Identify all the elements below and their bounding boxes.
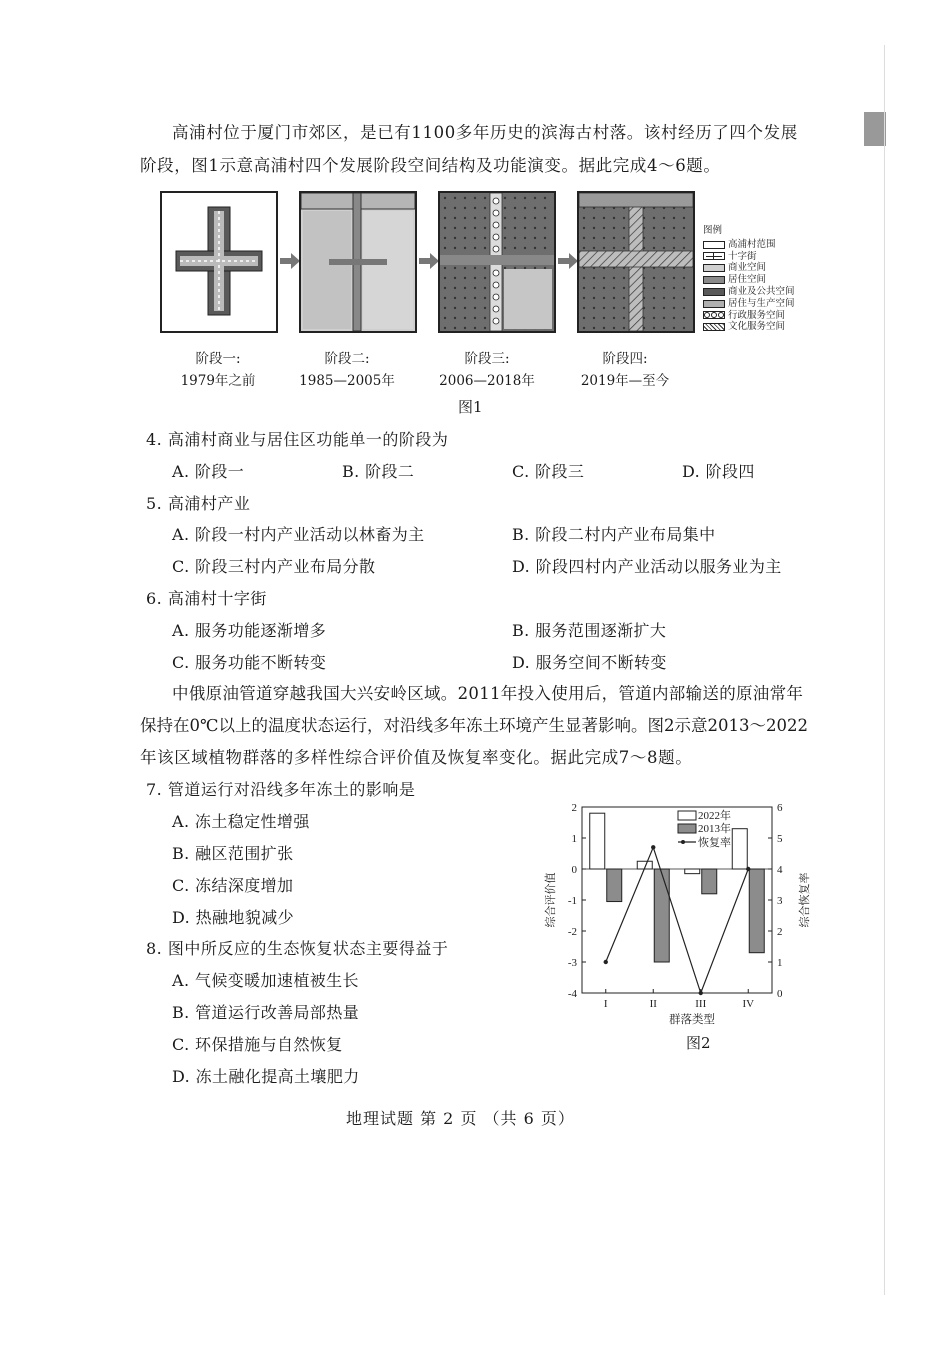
figure2-chart (540, 795, 830, 1035)
q4-option-a: A. 阶段一 (172, 462, 245, 481)
y-right-tick-label: 4 (777, 864, 783, 876)
stage2-panel (299, 191, 417, 333)
legend-swatch (703, 276, 725, 284)
figure1-caption: 图1 (458, 398, 483, 416)
y-tick-label: 1 (571, 833, 577, 845)
q7-stem: 7. 管道运行对沿线多年冻土的影响是 (146, 780, 416, 799)
bar-2013 (749, 869, 764, 953)
legend-swatch-2022 (678, 811, 696, 820)
y-right-tick-label: 0 (777, 988, 783, 1000)
bar-2013 (607, 869, 622, 902)
x-tick-label: IV (742, 998, 755, 1010)
q4-option-c: C. 阶段三 (512, 462, 585, 481)
legend-swatch (703, 300, 725, 308)
arrow-3-icon (558, 253, 578, 269)
q4-option-b: B. 阶段二 (342, 462, 415, 481)
figure1-legend (703, 225, 795, 333)
legend-item: 高浦村范围 (703, 239, 795, 251)
recovery-point (699, 991, 703, 995)
stage4-label: 阶段四: 2019年—至今 (580, 351, 670, 389)
bar-2022 (732, 829, 747, 869)
recovery-point (651, 845, 655, 849)
stage4-map (579, 193, 693, 331)
figure2-caption: 图2 (686, 1034, 711, 1052)
y-tick-label: 0 (571, 864, 577, 876)
q6-option-c: C. 服务功能不断转变 (172, 653, 327, 672)
stage1-label: 阶段一: 1979年之前 (180, 351, 256, 389)
legend-title: 图例 (703, 225, 723, 236)
page-edge-tab (864, 112, 886, 146)
arrow-1-icon (280, 253, 300, 269)
q5-option-b: B. 阶段二村内产业布局集中 (512, 525, 716, 544)
legend-item: 文化服务空间 (703, 321, 795, 333)
legend-item: 十字街 (703, 251, 795, 263)
q6-option-b: B. 服务范围逐渐扩大 (512, 621, 667, 640)
stage1-map (162, 193, 276, 331)
y-right-tick-label: 3 (777, 895, 783, 907)
q6-stem: 6. 高浦村十字街 (146, 589, 267, 608)
legend-item: 行政服务空间 (703, 310, 795, 322)
q5-stem: 5. 高浦村产业 (146, 494, 251, 513)
y-right-tick-label: 6 (777, 802, 783, 814)
x-tick-label: I (603, 998, 608, 1010)
legend-label-2022: 2022年 (698, 810, 731, 822)
bar-2022 (685, 869, 700, 874)
stage2-label: 阶段二: 1985—2005年 (299, 351, 395, 389)
q8-option-c: C. 环保措施与自然恢复 (172, 1035, 343, 1054)
y-tick-label: -1 (567, 895, 577, 907)
x-axis-label: 群落类型 (669, 1014, 715, 1026)
q6-option-a: A. 服务功能逐渐增多 (172, 621, 327, 640)
legend-swatch (703, 311, 725, 319)
y-tick-label: -4 (567, 988, 577, 1000)
stage3-map (440, 193, 554, 331)
legend-item: 商业空间 (703, 262, 795, 274)
q8-stem: 8. 图中所反应的生态恢复状态主要得益于 (146, 939, 449, 958)
q5-option-c: C. 阶段三村内产业布局分散 (172, 557, 376, 576)
legend-item: 居住与生产空间 (703, 298, 795, 310)
stage1-panel (160, 191, 278, 333)
legend-item: 居住空间 (703, 274, 795, 286)
legend-swatch (703, 264, 725, 272)
bar-2022 (590, 813, 605, 869)
scan-edge-line (884, 45, 885, 1295)
intro2-line1: 中俄原油管道穿越我国大兴安岭区域。2011年投入使用后，管道内部输送的原油常年 (172, 684, 804, 703)
intro1-line2: 阶段，图1示意高浦村四个发展阶段空间结构及功能演变。据此完成4～6题。 (140, 156, 721, 175)
y-right-tick-label: 5 (777, 833, 783, 845)
y-tick-label: -2 (567, 926, 577, 938)
q8-option-b: B. 管道运行改善局部热量 (172, 1003, 360, 1022)
legend-item: 商业及公共空间 (703, 286, 795, 298)
q8-option-d: D. 冻土融化提高土壤肥力 (172, 1067, 360, 1086)
q7-option-a: A. 冻土稳定性增强 (172, 812, 310, 831)
legend-swatch (703, 241, 725, 249)
y-right-tick-label: 2 (777, 926, 783, 938)
y-tick-label: 2 (571, 802, 577, 814)
legend-swatch (703, 288, 725, 296)
stage4-panel (577, 191, 695, 333)
x-tick-label: III (695, 998, 707, 1010)
y-right-tick-label: 1 (777, 957, 783, 969)
arrow-2-icon (419, 253, 439, 269)
q8-option-a: A. 气候变暖加速植被生长 (172, 971, 359, 990)
bar-2013 (654, 869, 669, 962)
legend-label-recovery: 恢复率 (698, 837, 731, 849)
legend-label-2013: 2013年 (698, 823, 731, 835)
recovery-point (746, 867, 750, 871)
q6-option-d: D. 服务空间不断转变 (512, 653, 667, 672)
legend-swatch-2013 (678, 824, 696, 833)
y-right-axis-label: 综合恢复率 (799, 872, 811, 928)
y-axis-label: 综合评价值 (545, 872, 557, 928)
q5-option-d: D. 阶段四村内产业活动以服务业为主 (512, 557, 782, 576)
legend-swatch (703, 252, 725, 260)
x-tick-label: II (649, 998, 657, 1010)
y-tick-label: -3 (567, 957, 577, 969)
q4-option-d: D. 阶段四 (682, 462, 755, 481)
page-footer: 地理试题 第 2 页 （共 6 页） (346, 1109, 575, 1128)
q7-option-d: D. 热融地貌减少 (172, 908, 295, 927)
bar-2013 (702, 869, 717, 894)
intro1-line1: 高浦村位于厦门市郊区，是已有1100多年历史的滨海古村落。该村经历了四个发展 (172, 123, 798, 142)
legend-swatch-recovery-dot (681, 840, 685, 844)
stage3-panel (438, 191, 556, 333)
intro2-line3: 年该区域植物群落的多样性综合评价值及恢复率变化。据此完成7～8题。 (140, 748, 693, 767)
stage2-map (301, 193, 415, 331)
legend-swatch (703, 323, 725, 331)
stage3-label: 阶段三: 2006—2018年 (439, 351, 535, 389)
q5-option-a: A. 阶段一村内产业活动以林畜为主 (172, 525, 425, 544)
q7-option-b: B. 融区范围扩张 (172, 844, 294, 863)
recovery-point (604, 960, 608, 964)
q4-stem: 4. 高浦村商业与居住区功能单一的阶段为 (146, 430, 449, 449)
intro2-line2: 保持在0℃以上的温度状态运行，对沿线多年冻土环境产生显著影响。图2示意2013～2022 (140, 716, 808, 735)
q7-option-c: C. 冻结深度增加 (172, 876, 294, 895)
